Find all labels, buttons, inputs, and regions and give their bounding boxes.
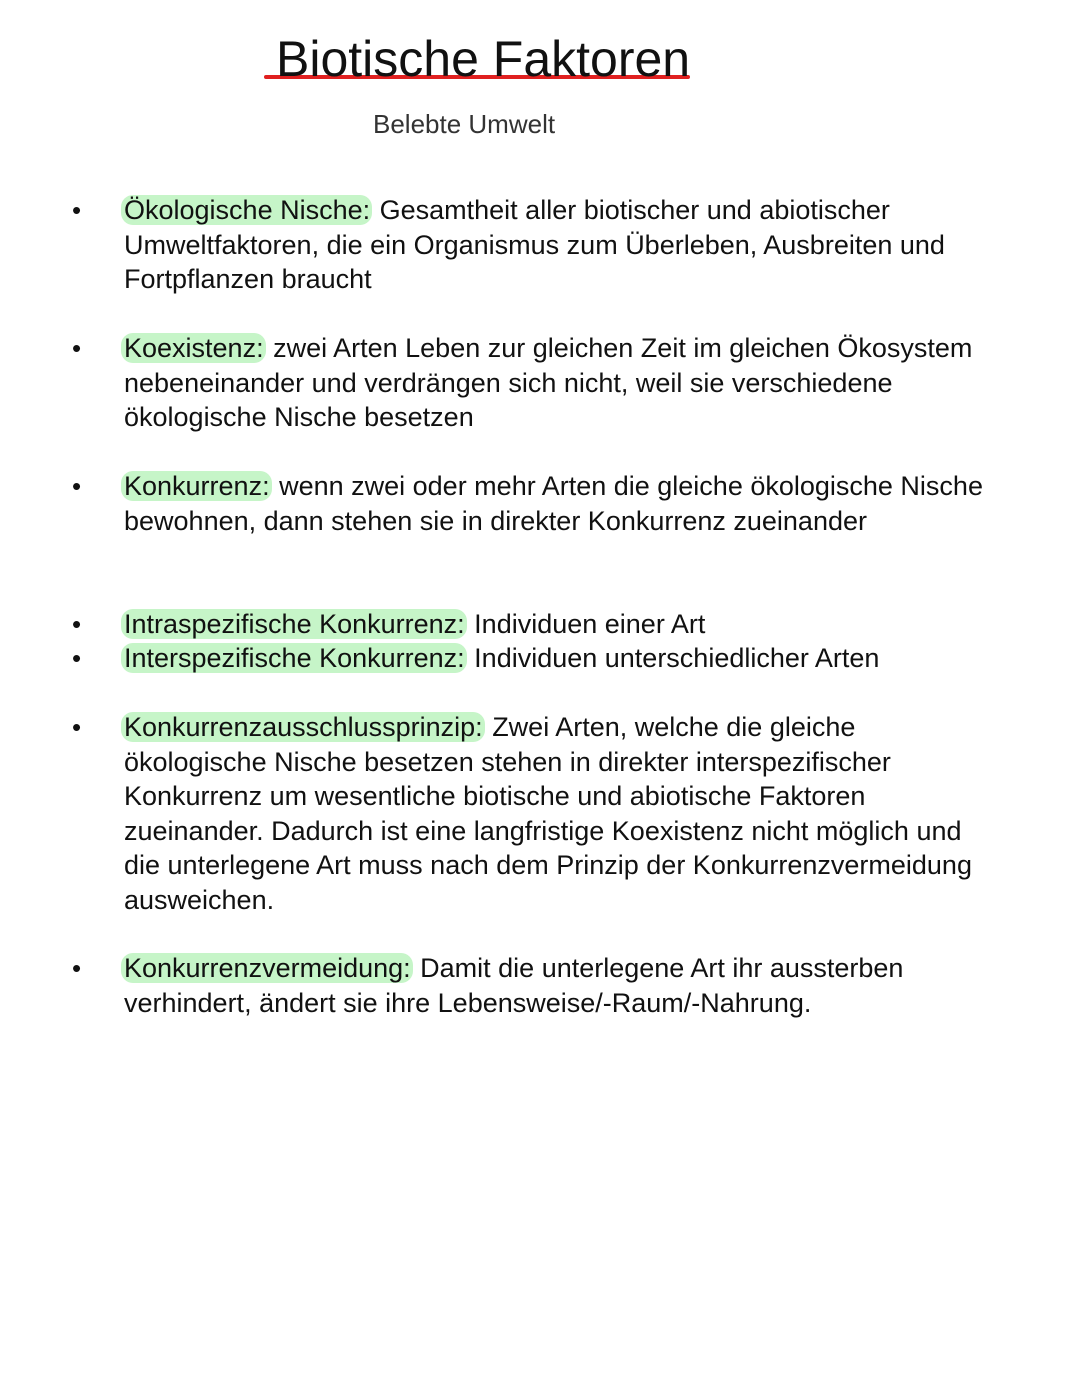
definition-text: Gesamtheit aller biotischer und abiotischer Umweltfaktoren, die ein Organismus zum Überleben, Ausbreiten und Fortpflanzen braucht bbox=[124, 195, 945, 294]
bullet-icon: • bbox=[72, 333, 82, 363]
page-subtitle: Belebte Umwelt bbox=[373, 109, 556, 139]
highlighted-term: Intraspezifische Konkurrenz: bbox=[121, 609, 467, 639]
highlighted-term: Konkurrenzausschlussprinzip: bbox=[121, 712, 485, 742]
bullet-icon: • bbox=[72, 195, 82, 225]
definition-text: Individuen einer Art bbox=[466, 609, 706, 639]
list-item-text bbox=[124, 469, 990, 538]
list-item-text bbox=[124, 641, 990, 676]
page-title: Biotische Faktoren bbox=[276, 31, 691, 87]
list-item-text bbox=[124, 710, 990, 917]
highlighted-term: Konkurrenz: bbox=[121, 471, 272, 501]
bullet-icon: • bbox=[72, 471, 82, 501]
list-item-text bbox=[124, 193, 990, 297]
highlighted-term: Ökologische Nische: bbox=[121, 195, 372, 225]
highlighted-term: Koexistenz: bbox=[121, 333, 266, 363]
definition-text: zwei Arten Leben zur gleichen Zeit im gleichen Ökosystem nebeneinander und verdrängen sich nicht, weil sie verschiedene ökologische Nische besetzen bbox=[124, 333, 973, 432]
bullet-icon: • bbox=[72, 609, 82, 639]
list-item-text bbox=[124, 331, 990, 435]
highlighted-term: Interspezifische Konkurrenz: bbox=[121, 643, 467, 673]
bullet-icon: • bbox=[72, 712, 82, 742]
definition-text: Individuen unterschiedlicher Arten bbox=[466, 643, 880, 673]
highlighted-term: Konkurrenzvermeidung: bbox=[121, 953, 413, 983]
bullet-icon: • bbox=[72, 643, 82, 673]
definition-text: Zwei Arten, welche die gleiche ökologische Nische besetzen stehen in direkter interspezifischer Konkurrenz um wesentliche biotische und abiotische Faktoren zueinander. Dadurch ist eine langfristige Koexistenz nicht möglich und die unterlegene Art muss nach dem Prinzip der Konkurrenzvermeidung ausweichen. bbox=[124, 712, 972, 915]
list-item-text bbox=[124, 607, 990, 642]
definition-text: Damit die unterlegene Art ihr aussterben verhindert, ändert sie ihre Lebensweise/-Raum/-Nahrung. bbox=[124, 953, 904, 1018]
bullet-icon: • bbox=[72, 953, 82, 983]
definition-text: wenn zwei oder mehr Arten die gleiche ökologische Nische bewohnen, dann stehen sie in direkter Konkurrenz zueinander bbox=[124, 471, 983, 536]
title-block bbox=[264, 28, 690, 88]
list-item-text bbox=[124, 951, 990, 1020]
